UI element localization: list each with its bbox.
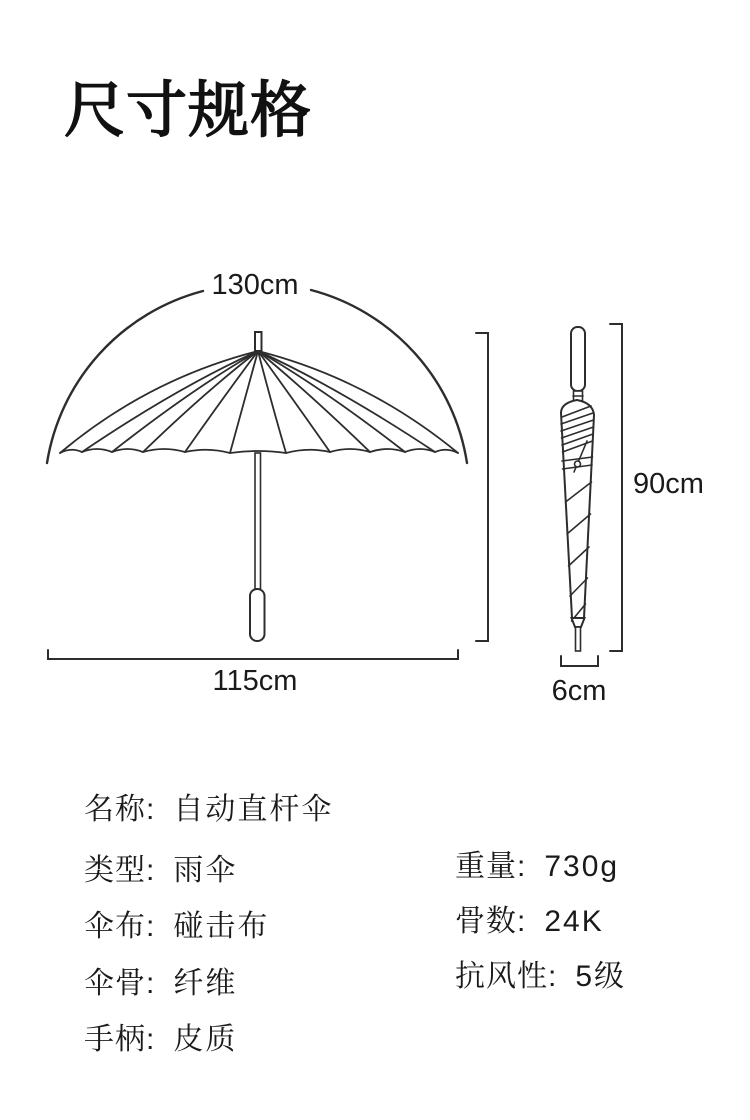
closed-umbrella-drawing: [561, 324, 622, 666]
spec-value: 自动直杆伞: [173, 793, 334, 826]
spec-label: 抗风性:: [455, 960, 558, 993]
spec-label: 重量:: [455, 850, 527, 883]
tip-rod: [576, 627, 581, 651]
spec-label: 骨数:: [455, 905, 527, 938]
finial: [255, 332, 262, 351]
spec-value: 纤维: [173, 967, 238, 1000]
spec-row-rib-count: [455, 896, 604, 940]
spec-row-name: [84, 784, 333, 828]
spec-label: 类型:: [84, 854, 156, 887]
handle: [250, 589, 265, 641]
spec-row-type: [84, 845, 237, 889]
ferrule: [572, 618, 585, 627]
canopy-ribs: [60, 351, 458, 453]
shaft: [255, 453, 261, 591]
spec-label: 名称:: [84, 793, 156, 826]
spec-row-ribs-material: [84, 958, 237, 1002]
spec-value: 碰击布: [173, 910, 270, 943]
spec-label: 手柄:: [84, 1023, 156, 1056]
diameter-dimension-label: 115cm: [212, 665, 298, 697]
spec-row-handle: [84, 1014, 237, 1058]
spec-value: 730g: [544, 850, 620, 883]
spec-value: 5级: [575, 960, 627, 993]
spec-label: 伞骨:: [84, 967, 156, 1000]
open-height-bracket: [476, 333, 488, 641]
spec-value: 24K: [544, 905, 604, 938]
spec-label: 伞布:: [84, 910, 156, 943]
closed-handle: [571, 327, 585, 391]
closed-height-dimension-label: 90cm: [633, 468, 704, 500]
spec-value: 雨伞: [173, 854, 238, 887]
spec-row-weight: [455, 841, 619, 885]
open-umbrella-drawing: [47, 290, 488, 659]
closed-height-bracket: [610, 324, 622, 651]
folded-width-dimension-label: 6cm: [551, 675, 607, 707]
canopy-arc-dimension-label: 130cm: [211, 269, 299, 301]
page-title: 尺寸规格: [64, 76, 313, 144]
spec-row-wind-resistance: [455, 951, 626, 995]
canopy-arc-dimension: [47, 290, 467, 463]
spec-value: 皮质: [173, 1023, 238, 1056]
folded-width-bracket: [561, 656, 598, 666]
diameter-bracket: [48, 650, 458, 659]
spec-row-fabric: [84, 901, 269, 945]
